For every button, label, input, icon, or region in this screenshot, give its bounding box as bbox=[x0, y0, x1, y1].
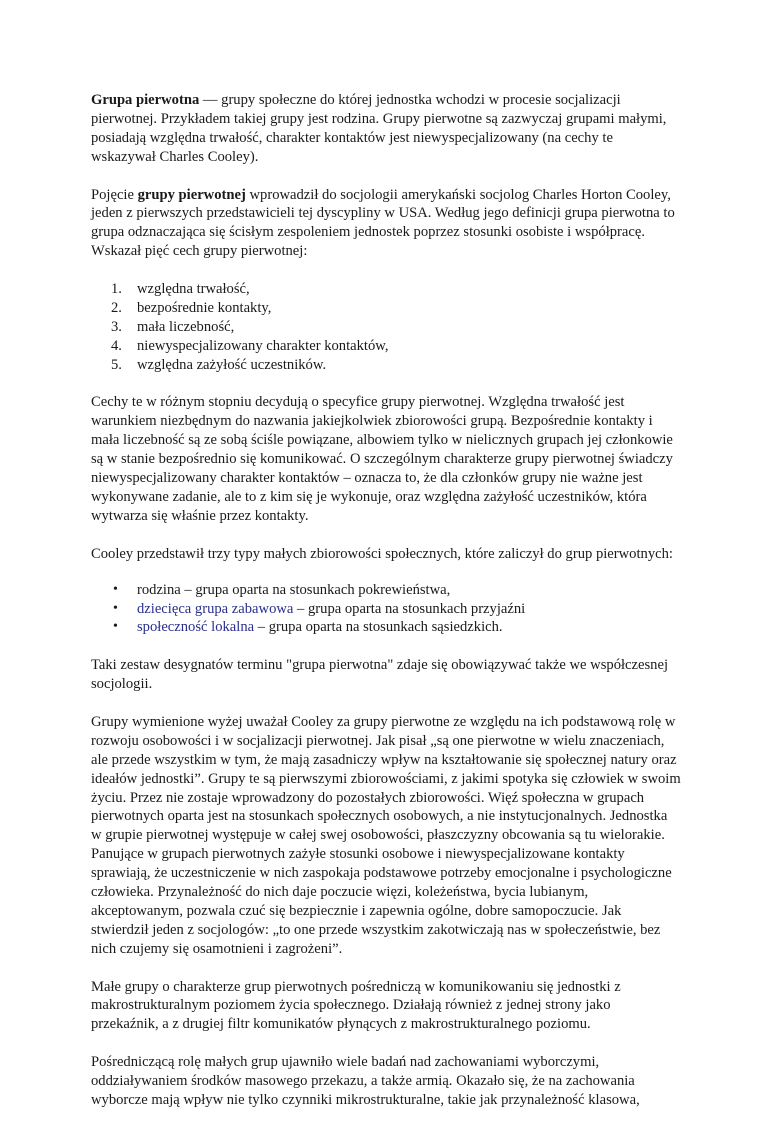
list-number: 2. bbox=[111, 299, 122, 316]
type-description: – grupa oparta na stosunkach pokrewieństwa, bbox=[180, 581, 451, 598]
list-item bbox=[91, 299, 681, 318]
list-item-text: niewyspecjalizowany charakter kontaktów, bbox=[137, 337, 389, 354]
types-list bbox=[91, 581, 681, 638]
paragraph-designata: Taki zestaw desygnatów terminu "grupa pierwotna" zdaje się obowiązywać także we współczesnej socjologii. bbox=[91, 657, 668, 693]
paragraph-features-explained: Cechy te w różnym stopniu decydują o specyfice grupy pierwotnej. Względna trwałość jest warunkiem niezbędnym do nazwania jakiejkolwiek zbiorowości grupą. Bezpośrednie kontakty i mała liczebność są ze sobą ściśle powiązane, albowiem tylko w nielicznych grupach jej członkowie są w stanie bezpośrednio się komunikować. O szczególnym charakterze grupy pierwotnej świadczy niewyspecjalizowany charakter kontaktów – oznacza to, że dla członków grupy nie ważne jest wykonywane zadanie, ale to z kim się je wykonuje, oraz względna zażyłość uczestników, która wytwarza się właśnie przez kontakty. bbox=[91, 394, 673, 524]
list-item bbox=[91, 280, 681, 299]
paragraph-mediation: Małe grupy o charakterze grup pierwotnych pośredniczą w komunikowaniu się jednostki z makrostrukturalnym poziomem życia społecznego. Działają również z jednej strony jako przekaźnik, a z drugiej filtr komunikatów płynących z makrostrukturalnego poziomu. bbox=[91, 978, 621, 1033]
link-play-group[interactable]: dziecięca grupa zabawowa bbox=[137, 600, 294, 617]
list-item-text: mała liczebność, bbox=[137, 318, 235, 335]
list-item bbox=[91, 600, 681, 619]
paragraph-text: Pojęcie bbox=[91, 186, 138, 203]
list-item-text: względna zażyłość uczestników. bbox=[137, 356, 327, 373]
paragraph-types-intro: Cooley przedstawił trzy typy małych zbiorowości społecznych, które zaliczył do grup pierwotnych: bbox=[91, 545, 673, 562]
list-item bbox=[91, 356, 681, 375]
list-item bbox=[91, 581, 681, 600]
features-list bbox=[91, 280, 681, 375]
document-page bbox=[91, 91, 681, 1129]
list-item-text: względna trwałość, bbox=[137, 281, 250, 298]
paragraph-text: — grupy społeczne do której jednostka wchodzi w procesie socjalizacji pierwotnej. Przykładem takiej grupy jest rodzina. Grupy pierwotne są zazwyczaj grupami małymi, posiadają względna trwałość, charakter kontaktów jest niewyspecjalizowany (na cechy te wskazywał Charles Cooley). bbox=[91, 92, 667, 165]
list-number: 4. bbox=[111, 337, 122, 354]
paragraph-text: wprowadził do socjologii amerykański socjolog Charles Horton Cooley, jeden z pierwszych przedstawicieli tej dyscypliny w USA. Według jego definicji grupa pierwotna to grupa odznaczająca się ścisłym zespoleniem jednostek poprzez stosunki osobiste i współpracę. Wskazał pięć cech grupy pierwotnej: bbox=[91, 186, 675, 260]
term-bold: grupy pierwotnej bbox=[137, 186, 246, 203]
paragraph-role: Grupy wymienione wyżej uważał Cooley za grupy pierwotne ze względu na ich podstawową rolę w rozwoju osobowości i w socjalizacji pierwotnej. Jak pisał „są one pierwotne w wielu znaczeniach, ale przede wszystkim w tym, że mają zasadniczy wpływ na kształtowanie się społecznej natury oraz ideałów jednostki”. Grupy te są pierwszymi zbiorowościami, z jakimi spotyka się człowiek w swoim życiu. Przez nie zostaje wprowadzony do pozostałych zbiorowości. Więź społeczna w grupach pierwotnych oparta jest na stosunkach społecznych osobowych, a nie instytucjonalnych. Jednostka w grupie pierwotnej występuje w całej swej osobowości, płaszczyzny obcowania są tu wielorakie. Panujące w grupach pierwotnych zażyłe stosunki osobowe i niewyspecjalizowane kontakty sprawiają, że uczestniczenie w nich zaspokaja podstawowe potrzeby emocjonalne i psychologiczne człowieka. Przynależność do nich daje poczucie więzi, koleżeństwa, bycia lubianym, akceptowanym, pozwala czuć się bezpiecznie i zapewnia ogólne, dobre samopoczucie. Jak stwierdził jeden z socjologów: „to one przede wszystkim zakotwiczają nas w społeczeństwie, bez nich czujemy się osamotnieni i zagrożeni”. bbox=[91, 713, 681, 957]
list-item bbox=[91, 618, 681, 637]
bullet-icon: • bbox=[113, 581, 118, 597]
type-description: – grupa oparta na stosunkach sąsiedzkich. bbox=[254, 619, 503, 636]
term-bold: Grupa pierwotna bbox=[91, 92, 200, 108]
link-local-community[interactable]: społeczność lokalna bbox=[137, 619, 255, 636]
list-number: 1. bbox=[111, 281, 122, 298]
list-item bbox=[91, 337, 681, 356]
paragraph-research: Pośredniczącą rolę małych grup ujawniło wiele badań nad zachowaniami wyborczymi, oddziaływaniem środków masowego przekazu, a także armią. Okazało się, że na zachowania wyborcze mają wpływ nie tylko czynniki mikrostrukturalne, takie jak przynależność klasowa, bbox=[91, 1054, 640, 1108]
list-number: 3. bbox=[111, 318, 122, 335]
list-item bbox=[91, 318, 681, 337]
type-description: – grupa oparta na stosunkach przyjaźni bbox=[293, 600, 526, 617]
list-number: 5. bbox=[111, 356, 122, 373]
bullet-icon: • bbox=[113, 619, 118, 635]
bullet-icon: • bbox=[113, 600, 118, 616]
paragraph-cooley-concept bbox=[91, 186, 681, 262]
list-item-text: bezpośrednie kontakty, bbox=[137, 299, 272, 316]
paragraph-definition bbox=[91, 91, 681, 167]
type-term: rodzina bbox=[137, 581, 181, 598]
